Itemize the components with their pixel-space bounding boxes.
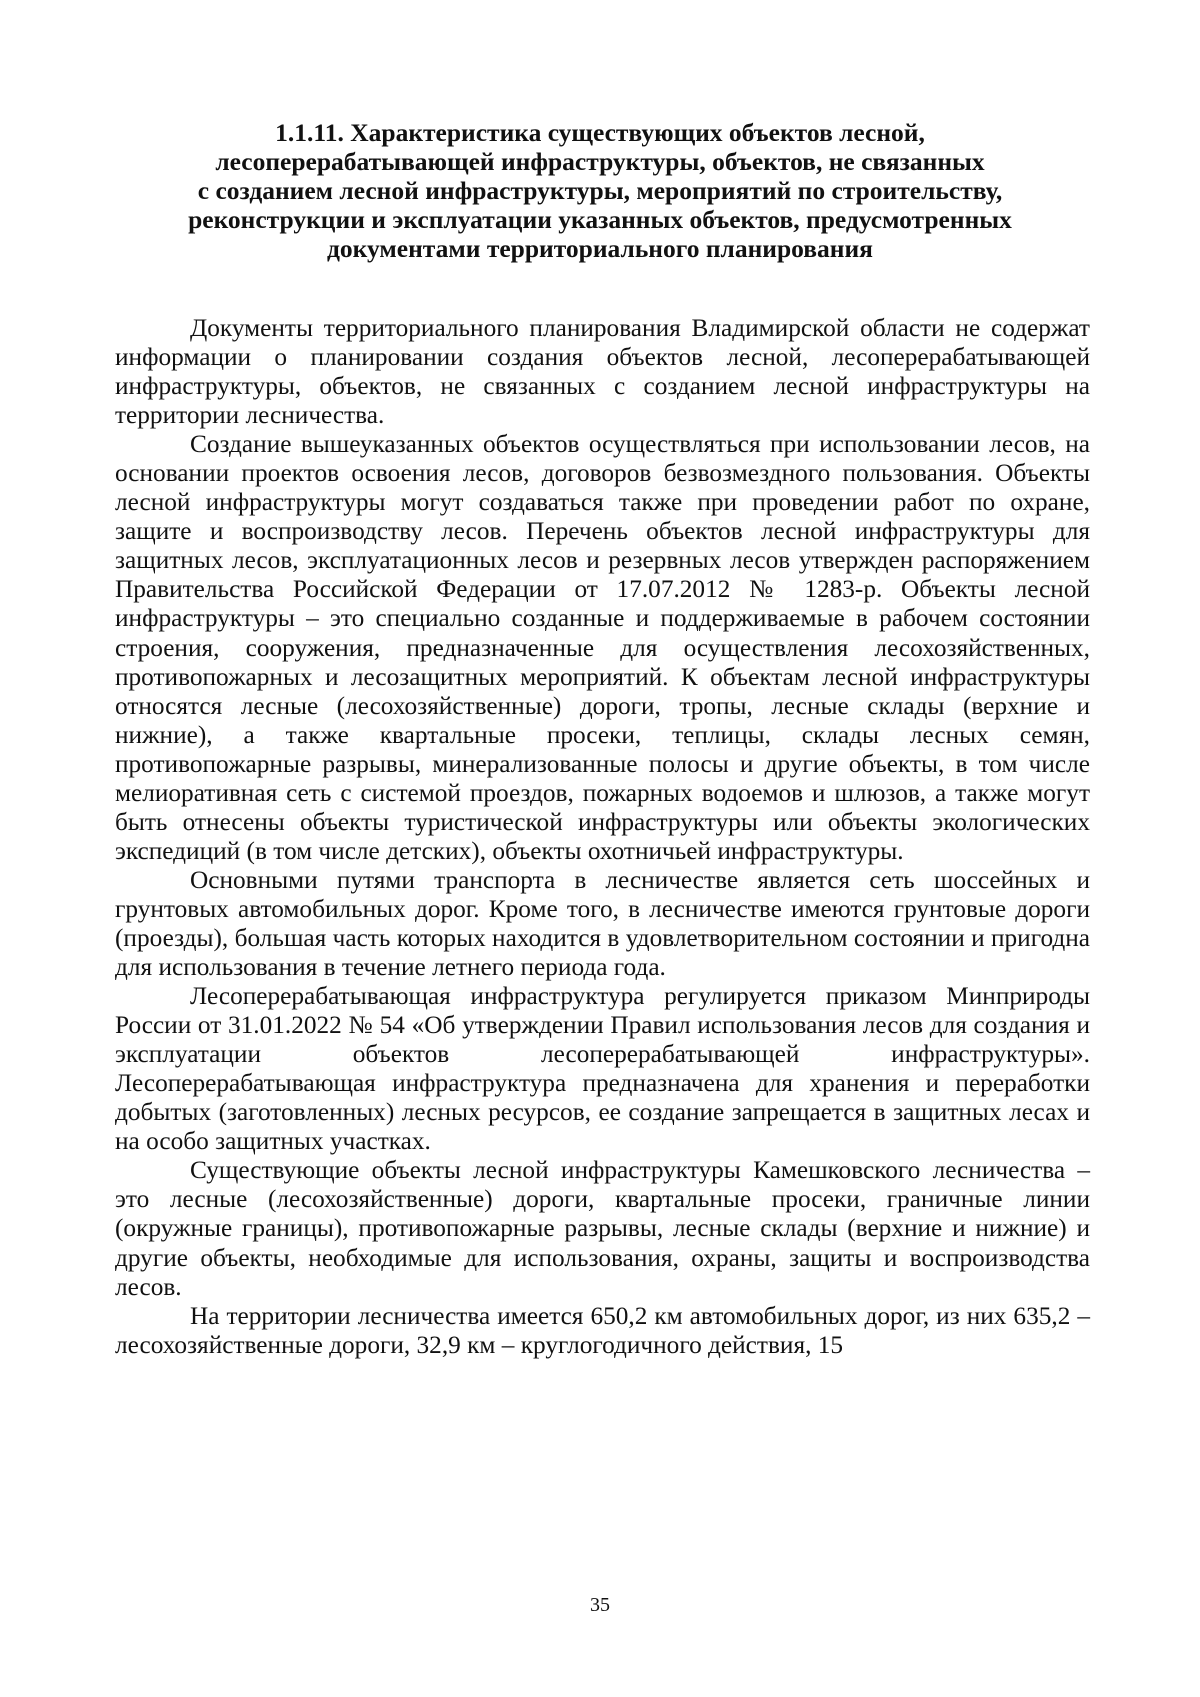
page-number: 35	[590, 1594, 610, 1616]
paragraph-roads: На территории лесничества имеется 650,2 км автомобильных дорог, из них 635,2 – лесохозяйственные дороги, 32,9 км – круглогодичного действия, 15	[115, 1301, 1090, 1359]
paragraph-planning-documents: Документы территориального планирования Владимирской области не содержат информации о планировании создания объектов лесной, лесоперерабатывающей инфраструктуры, объектов, не связанных с созданием лесной инфраструктуры на территории лесничества.	[115, 314, 1090, 430]
heading-line: документами территориального планирования	[327, 234, 873, 263]
paragraph-forest-infrastructure: Создание вышеуказанных объектов осуществляться при использовании лесов, на основании проектов освоения лесов, договоров безвозмездного пользования. Объекты лесной инфраструктуры могут создаваться также при проведении работ по охране, защите и воспроизводству лесов. Перечень объектов лесной инфраструктуры для защитных лесов, эксплуатационных лесов и резервных лесов утвержден распоряжением Правительства Российской Федерации от 17.07.2012 № 1283-р. Объекты лесной инфраструктуры – это специально созданные и поддерживаемые в рабочем состоянии строения, сооружения, предназначенные для осуществления лесохозяйственных, противопожарных и лесозащитных мероприятий. К объектам лесной инфраструктуры относятся лесные (лесохозяйственные) дороги, тропы, лесные склады (верхние и нижние), а также квартальные просеки, теплицы, склады лесных семян, противопожарные разрывы, минерализованные полосы и другие объекты, в том числе мелиоративная сеть с системой проездов, пожарных водоемов и шлюзов, а также могут быть отнесены объекты туристической инфраструктуры или объекты экологических экспедиций (в том числе детских), объекты охотничьей инфраструктуры.	[115, 430, 1090, 865]
heading-line: лесоперерабатывающей инфраструктуры, объектов, не связанных	[215, 147, 985, 176]
section-heading	[150, 118, 1050, 263]
paragraph-transport-routes: Основными путями транспорта в лесничестве является сеть шоссейных и грунтовых автомобильных дорог. Кроме того, в лесничестве имеются грунтовые дороги (проезды), большая часть которых находится в удовлетворительном состоянии и пригодна для использования в течение летнего периода года.	[115, 865, 1090, 982]
body-text	[115, 314, 1090, 1360]
heading-line: реконструкции и эксплуатации указанных объектов, предусмотренных	[188, 205, 1012, 234]
heading-line: 1.1.11. Характеристика существующих объектов лесной,	[275, 118, 925, 147]
paragraph-wood-processing: Лесоперерабатывающая инфраструктура регулируется приказом Минприроды России от 31.01.2022 № 54 «Об утверждении Правил использования лесов для создания и эксплуатации объектов лесоперерабатывающей инфраструктуры». Лесоперерабатывающая инфраструктура предназначена для хранения и переработки добытых (заготовленных) лесных ресурсов, ее создание запрещается в защитных лесах и на особо защитных участках.	[115, 982, 1090, 1156]
heading-line: с созданием лесной инфраструктуры, мероприятий по строительству,	[197, 176, 1003, 205]
paragraph-existing-objects: Существующие объекты лесной инфраструктуры Камешковского лесничества – это лесные (лесохозяйственные) дороги, квартальные просеки, граничные линии (окружные границы), противопожарные разрывы, лесные склады (верхние и нижние) и другие объекты, необходимые для использования, охраны, защиты и воспроизводства лесов.	[115, 1156, 1090, 1301]
